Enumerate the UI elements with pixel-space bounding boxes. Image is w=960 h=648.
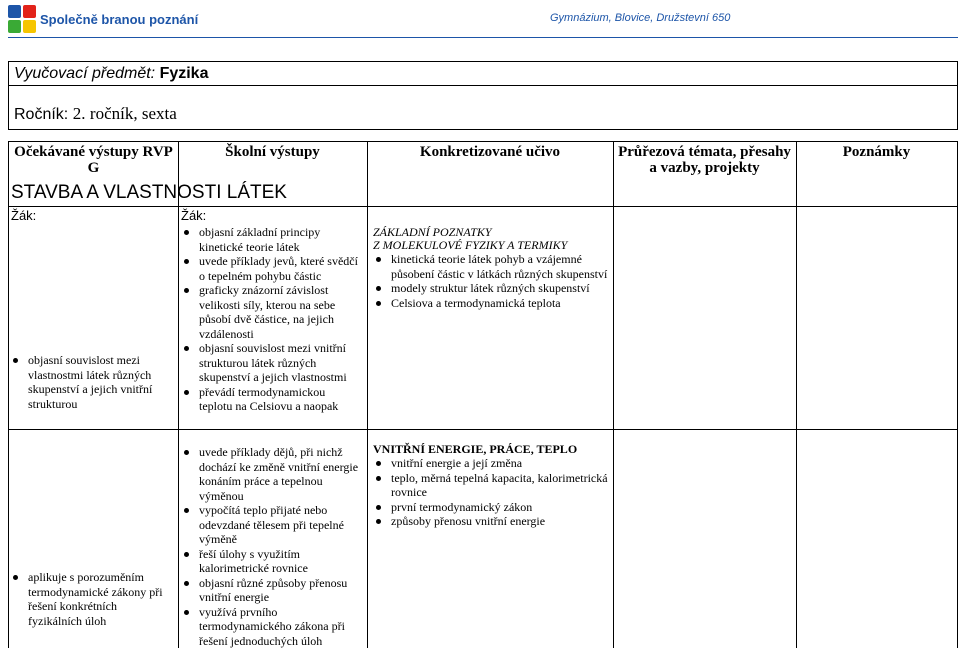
- curriculum-list: [373, 456, 609, 529]
- school-outputs-list: [181, 445, 361, 648]
- logo-icon: [8, 5, 36, 33]
- grade-value: ročník, sexta: [89, 104, 177, 123]
- header-notes: Poznámky: [842, 144, 911, 160]
- grade-label: Ročník:: [14, 106, 69, 123]
- curriculum-subtitle: Z MOLEKULOVÉ FYZIKY A TERMIKY: [373, 238, 568, 252]
- grade-number: 2.: [72, 104, 86, 123]
- rvp-list: [10, 570, 170, 628]
- school-outputs-list: [181, 225, 361, 414]
- list-item: první termodynamický zákon: [373, 500, 609, 515]
- list-item: objasní souvislost mezi vlastnostmi látek různých skupenství a jejich vnitřní strukturou: [10, 353, 170, 411]
- column-divider: [367, 142, 368, 648]
- page-header: [0, 0, 960, 40]
- section-title: STAVBA A VLASTNOSTI LÁTEK: [11, 182, 287, 203]
- list-item: uvede příklady jevů, které svědčí o tepelném pohybu částic: [181, 254, 361, 283]
- subject-label: Vyučovací předmět:: [14, 65, 156, 82]
- list-item: aplikuje s porozuměním termodynamické zákony při řešení konkrétních fyzikálních úloh: [10, 570, 170, 628]
- curriculum-block: [373, 226, 609, 310]
- header-curriculum: Konkretizované učivo: [419, 144, 561, 160]
- school-zak-label: Žák:: [181, 208, 207, 223]
- list-item: vypočítá teplo přijaté nebo odevzdané tělesem při tepelné výměně: [181, 503, 361, 547]
- logo-text: Společně branou poznání: [40, 11, 199, 27]
- list-item: vnitřní energie a její změna: [373, 456, 609, 471]
- grade-line: [8, 85, 958, 130]
- curriculum-title: VNITŘNÍ ENERGIE, PRÁCE, TEPLO: [373, 442, 578, 456]
- header-crosscutting: Průřezová témata, přesahy a vazby, projekty: [618, 144, 791, 176]
- list-item: způsoby přenosu vnitřní energie: [373, 514, 609, 529]
- curriculum-table: [8, 141, 958, 648]
- list-item: kinetická teorie látek pohyb a vzájemné působení částic v látkách různých skupenství: [373, 252, 609, 281]
- rvp-list: [10, 353, 170, 411]
- row-divider: [9, 206, 957, 207]
- list-item: objasní základní principy kinetické teorie látek: [181, 225, 361, 254]
- list-item: uvede příklady dějů, při nichž dochází ke změně vnitřní energie konáním práce a tepelnou výměnou: [181, 445, 361, 503]
- rvp-zak-label: Žák:: [11, 208, 37, 223]
- curriculum-list: [373, 252, 609, 310]
- list-item: graficky znázorní závislost velikosti síly, kterou na sebe působí dvě částice, na jejich vzdálenosti: [181, 283, 361, 341]
- list-item: objasní souvislost mezi vnitřní strukturou látek různých skupenství a jejich vlastnostmi: [181, 341, 361, 385]
- column-divider: [613, 142, 614, 648]
- list-item: teplo, měrná tepelná kapacita, kalorimetrická rovnice: [373, 471, 609, 500]
- list-item: řeší úlohy s využitím kalorimetrické rovnice: [181, 547, 361, 576]
- school-name: Gymnázium, Blovice, Družstevní 650: [550, 12, 731, 24]
- list-item: Celsiova a termodynamická teplota: [373, 296, 609, 311]
- list-item: objasní různé způsoby přenosu vnitřní energie: [181, 576, 361, 605]
- row-divider: [9, 429, 957, 430]
- list-item: využívá prvního termodynamického zákona při řešení jednoduchých úloh: [181, 605, 361, 648]
- header-rvp: Očekávané výstupy RVP G: [14, 144, 173, 176]
- curriculum-block: [373, 443, 609, 529]
- project-logo: [8, 4, 198, 34]
- list-item: převádí termodynamickou teplotu na Celsiovu a naopak: [181, 385, 361, 414]
- header-school-outputs: Školní výstupy: [225, 144, 320, 160]
- column-divider: [178, 142, 179, 648]
- curriculum-title: ZÁKLADNÍ POZNATKY: [373, 225, 492, 239]
- subject-value: Fyzika: [159, 65, 209, 82]
- list-item: modely struktur látek různých skupenství: [373, 281, 609, 296]
- subject-line: [8, 61, 958, 85]
- header-divider: [8, 37, 958, 38]
- column-divider: [796, 142, 797, 648]
